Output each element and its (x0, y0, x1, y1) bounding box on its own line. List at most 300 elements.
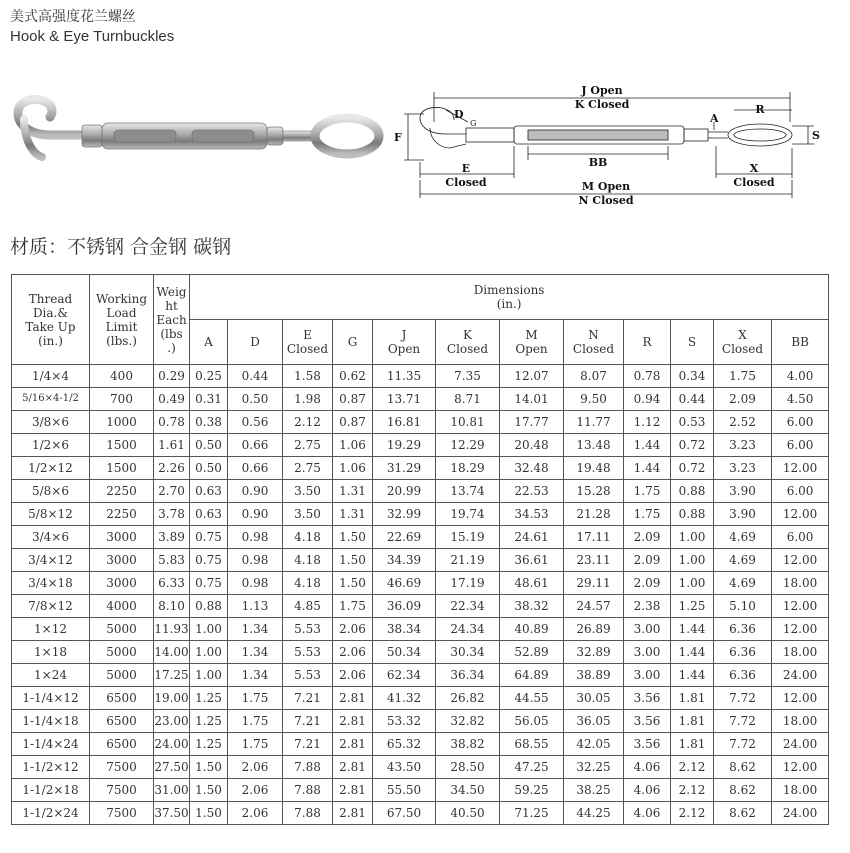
table-cell: 2.06 (333, 618, 373, 641)
table-cell: 1.50 (333, 549, 373, 572)
table-row (12, 756, 829, 779)
table-cell: 2.06 (228, 756, 283, 779)
table-row (12, 365, 829, 388)
table-cell: 44.55 (500, 687, 564, 710)
table-cell: 3.56 (624, 733, 671, 756)
table-cell: 32.82 (436, 710, 500, 733)
table-cell: 6.00 (772, 411, 829, 434)
table-row (12, 411, 829, 434)
table-cell: 68.55 (500, 733, 564, 756)
table-cell: 3.23 (714, 434, 772, 457)
table-cell: 6.36 (714, 618, 772, 641)
table-cell: 1/2×6 (12, 434, 90, 457)
table-cell: 0.50 (190, 457, 228, 480)
table-cell: 38.32 (500, 595, 564, 618)
table-row (12, 710, 829, 733)
table-cell: 1.00 (671, 549, 714, 572)
table-cell: 6.00 (772, 526, 829, 549)
header-col-a: A (190, 320, 228, 365)
table-cell: 2.81 (333, 687, 373, 710)
table-row (12, 664, 829, 687)
table-cell: 7500 (90, 779, 154, 802)
table-cell: 21.28 (564, 503, 624, 526)
table-cell: 1.34 (228, 664, 283, 687)
header-col-r: R (624, 320, 671, 365)
label-e-closed: Closed (445, 176, 487, 189)
table-cell: 1-1/2×12 (12, 756, 90, 779)
table-cell: 7.21 (283, 733, 333, 756)
table-row (12, 457, 829, 480)
table-cell: 14.00 (154, 641, 190, 664)
table-cell: 1.61 (154, 434, 190, 457)
table-cell: 1.25 (190, 687, 228, 710)
table-cell: 2.06 (333, 641, 373, 664)
table-row (12, 480, 829, 503)
table-cell: 50.34 (373, 641, 436, 664)
table-cell: 0.98 (228, 572, 283, 595)
table-cell: 4.18 (283, 549, 333, 572)
table-cell: 700 (90, 388, 154, 411)
table-cell: 71.25 (500, 802, 564, 825)
table-cell: 7.72 (714, 733, 772, 756)
table-cell: 18.00 (772, 572, 829, 595)
table-cell: 3.00 (624, 664, 671, 687)
table-cell: 42.05 (564, 733, 624, 756)
table-cell: 4000 (90, 595, 154, 618)
header-thread: Thread Dia.& Take Up (in.) (12, 275, 90, 365)
table-cell: 2.06 (333, 664, 373, 687)
table-cell: 2.12 (671, 756, 714, 779)
table-row (12, 434, 829, 457)
table-cell: 1.50 (190, 802, 228, 825)
table-cell: 5/16×4-1/2 (12, 388, 90, 411)
dimension-diagram (388, 82, 838, 212)
table-cell: 0.78 (154, 411, 190, 434)
table-cell: 22.53 (500, 480, 564, 503)
label-f: F (394, 131, 402, 144)
table-cell: 53.32 (373, 710, 436, 733)
table-cell: 12.29 (436, 434, 500, 457)
table-cell: 0.63 (190, 503, 228, 526)
table-cell: 0.50 (190, 434, 228, 457)
table-cell: 0.66 (228, 434, 283, 457)
table-cell: 40.89 (500, 618, 564, 641)
table-cell: 1.31 (333, 480, 373, 503)
table-cell: 36.09 (373, 595, 436, 618)
table-cell: 2.12 (283, 411, 333, 434)
table-cell: 44.25 (564, 802, 624, 825)
table-cell: 7500 (90, 802, 154, 825)
table-cell: 1/4×4 (12, 365, 90, 388)
table-cell: 20.99 (373, 480, 436, 503)
table-cell: 1.34 (228, 618, 283, 641)
table-cell: 18.29 (436, 457, 500, 480)
table-cell: 7/8×12 (12, 595, 90, 618)
table-cell: 7.88 (283, 756, 333, 779)
table-cell: 27.50 (154, 756, 190, 779)
table-cell: 4.50 (772, 388, 829, 411)
table-cell: 2.81 (333, 756, 373, 779)
table-row (12, 687, 829, 710)
table-cell: 2.81 (333, 779, 373, 802)
table-cell: 1.50 (190, 756, 228, 779)
table-cell: 6500 (90, 710, 154, 733)
table-cell: 17.11 (564, 526, 624, 549)
table-cell: 5.83 (154, 549, 190, 572)
table-cell: 18.00 (772, 779, 829, 802)
table-cell: 7500 (90, 756, 154, 779)
table-cell: 2.09 (624, 549, 671, 572)
table-cell: 38.82 (436, 733, 500, 756)
table-cell: 7.72 (714, 710, 772, 733)
table-cell: 0.34 (671, 365, 714, 388)
table-cell: 1.75 (714, 365, 772, 388)
header-col-s: S (671, 320, 714, 365)
table-cell: 8.62 (714, 756, 772, 779)
table-cell: 12.00 (772, 595, 829, 618)
header-wll: Working Load Limit (lbs.) (90, 275, 154, 365)
table-cell: 0.62 (333, 365, 373, 388)
table-cell: 2.75 (283, 457, 333, 480)
table-cell: 6.36 (714, 664, 772, 687)
table-cell: 36.05 (564, 710, 624, 733)
table-cell: 0.25 (190, 365, 228, 388)
table-cell: 0.50 (228, 388, 283, 411)
table-cell: 3/4×6 (12, 526, 90, 549)
table-row (12, 641, 829, 664)
table-cell: 13.71 (373, 388, 436, 411)
table-cell: 34.53 (500, 503, 564, 526)
header-col-j: J Open (373, 320, 436, 365)
table-cell: 43.50 (373, 756, 436, 779)
table-cell: 1.25 (190, 733, 228, 756)
table-cell: 6.36 (714, 641, 772, 664)
table-cell: 6.00 (772, 434, 829, 457)
table-cell: 2.12 (671, 802, 714, 825)
table-cell: 12.00 (772, 549, 829, 572)
table-cell: 1×18 (12, 641, 90, 664)
table-cell: 17.19 (436, 572, 500, 595)
turnbuckle-photo (10, 95, 390, 175)
table-cell: 1.75 (624, 503, 671, 526)
table-cell: 21.19 (436, 549, 500, 572)
table-cell: 9.50 (564, 388, 624, 411)
table-cell: 24.00 (154, 733, 190, 756)
table-cell: 1.75 (333, 595, 373, 618)
table-cell: 1.44 (671, 664, 714, 687)
table-cell: 5.53 (283, 664, 333, 687)
table-cell: 1.50 (333, 572, 373, 595)
table-cell: 29.11 (564, 572, 624, 595)
table-row (12, 388, 829, 411)
table-cell: 55.50 (373, 779, 436, 802)
table-cell: 7.21 (283, 710, 333, 733)
table-row (12, 595, 829, 618)
table-cell: 30.34 (436, 641, 500, 664)
table-cell: 16.81 (373, 411, 436, 434)
header-col-k: K Closed (436, 320, 500, 365)
table-cell: 1.50 (333, 526, 373, 549)
table-cell: 23.00 (154, 710, 190, 733)
table-cell: 11.77 (564, 411, 624, 434)
header-col-d: D (228, 320, 283, 365)
table-cell: 36.61 (500, 549, 564, 572)
table-cell: 0.72 (671, 434, 714, 457)
table-cell: 0.88 (671, 480, 714, 503)
table-cell: 7.21 (283, 687, 333, 710)
table-cell: 1.58 (283, 365, 333, 388)
table-cell: 5/8×6 (12, 480, 90, 503)
table-cell: 3.00 (624, 618, 671, 641)
label-a: A (710, 112, 719, 125)
table-cell: 1.44 (671, 618, 714, 641)
header-dimensions: Dimensions (in.) (190, 275, 829, 320)
label-x-closed: Closed (733, 176, 775, 189)
label-g: G (470, 119, 477, 128)
table-cell: 4.69 (714, 549, 772, 572)
table-cell: 1-1/4×18 (12, 710, 90, 733)
table-cell: 3.56 (624, 687, 671, 710)
table-cell: 0.88 (671, 503, 714, 526)
table-cell: 400 (90, 365, 154, 388)
table-cell: 12.00 (772, 756, 829, 779)
header-col-g: G (333, 320, 373, 365)
table-cell: 1×12 (12, 618, 90, 641)
table-cell: 10.81 (436, 411, 500, 434)
table-cell: 7.88 (283, 779, 333, 802)
table-cell: 1.00 (190, 641, 228, 664)
table-cell: 26.82 (436, 687, 500, 710)
table-cell: 4.06 (624, 756, 671, 779)
table-cell: 0.75 (190, 526, 228, 549)
header-col-x: X Closed (714, 320, 772, 365)
table-cell: 2.70 (154, 480, 190, 503)
table-cell: 2.12 (671, 779, 714, 802)
table-cell: 31.29 (373, 457, 436, 480)
table-cell: 1.00 (190, 618, 228, 641)
table-cell: 32.89 (564, 641, 624, 664)
table-cell: 5.53 (283, 641, 333, 664)
table-cell: 3/4×12 (12, 549, 90, 572)
table-cell: 32.25 (564, 756, 624, 779)
table-cell: 24.00 (772, 664, 829, 687)
table-cell: 0.72 (671, 457, 714, 480)
table-cell: 1/2×12 (12, 457, 90, 480)
table-cell: 1.81 (671, 687, 714, 710)
table-cell: 24.34 (436, 618, 500, 641)
table-cell: 40.50 (436, 802, 500, 825)
table-cell: 0.90 (228, 503, 283, 526)
table-cell: 3.89 (154, 526, 190, 549)
table-cell: 4.06 (624, 779, 671, 802)
table-cell: 3.50 (283, 480, 333, 503)
table-cell: 4.18 (283, 572, 333, 595)
label-k-closed: K Closed (574, 98, 630, 111)
table-cell: 0.56 (228, 411, 283, 434)
table-cell: 46.69 (373, 572, 436, 595)
table-cell: 32.99 (373, 503, 436, 526)
table-cell: 23.11 (564, 549, 624, 572)
table-cell: 3000 (90, 526, 154, 549)
table-cell: 12.00 (772, 687, 829, 710)
table-cell: 1.00 (190, 664, 228, 687)
table-cell: 26.89 (564, 618, 624, 641)
table-cell: 5000 (90, 664, 154, 687)
table-row (12, 549, 829, 572)
table-cell: 59.25 (500, 779, 564, 802)
title-english: Hook & Eye Turnbuckles (10, 28, 175, 45)
label-j-open: J Open (581, 84, 623, 97)
table-cell: 0.44 (671, 388, 714, 411)
table-cell: 8.62 (714, 802, 772, 825)
table-cell: 22.34 (436, 595, 500, 618)
table-cell: 12.00 (772, 503, 829, 526)
table-cell: 3.78 (154, 503, 190, 526)
table-cell: 1.12 (624, 411, 671, 434)
table-cell: 36.34 (436, 664, 500, 687)
label-r: R (755, 103, 765, 116)
table-cell: 1.44 (624, 457, 671, 480)
table-cell: 13.74 (436, 480, 500, 503)
table-cell: 65.32 (373, 733, 436, 756)
table-cell: 4.69 (714, 526, 772, 549)
table-cell: 5000 (90, 618, 154, 641)
table-cell: 3.90 (714, 480, 772, 503)
table-cell: 15.28 (564, 480, 624, 503)
table-cell: 5.10 (714, 595, 772, 618)
table-cell: 0.75 (190, 549, 228, 572)
table-cell: 1.75 (624, 480, 671, 503)
table-cell: 6.00 (772, 480, 829, 503)
table-row (12, 802, 829, 825)
table-cell: 2.09 (714, 388, 772, 411)
table-cell: 2.38 (624, 595, 671, 618)
table-cell: 3.50 (283, 503, 333, 526)
table-cell: 30.05 (564, 687, 624, 710)
table-cell: 1.00 (671, 526, 714, 549)
table-cell: 1000 (90, 411, 154, 434)
table-cell: 0.87 (333, 411, 373, 434)
table-cell: 6.33 (154, 572, 190, 595)
table-cell: 20.48 (500, 434, 564, 457)
table-cell: 3000 (90, 572, 154, 595)
table-cell: 1.75 (228, 687, 283, 710)
table-cell: 1.75 (228, 710, 283, 733)
header-col-e: E Closed (283, 320, 333, 365)
table-cell: 24.00 (772, 802, 829, 825)
table-cell: 1.50 (190, 779, 228, 802)
table-cell: 4.85 (283, 595, 333, 618)
table-cell: 1500 (90, 457, 154, 480)
table-cell: 4.18 (283, 526, 333, 549)
table-cell: 4.69 (714, 572, 772, 595)
table-cell: 8.62 (714, 779, 772, 802)
table-cell: 0.66 (228, 457, 283, 480)
table-cell: 1.34 (228, 641, 283, 664)
table-cell: 34.50 (436, 779, 500, 802)
table-cell: 0.53 (671, 411, 714, 434)
table-cell: 1.00 (671, 572, 714, 595)
table-cell: 38.89 (564, 664, 624, 687)
table-cell: 38.34 (373, 618, 436, 641)
table-cell: 0.31 (190, 388, 228, 411)
table-cell: 1.31 (333, 503, 373, 526)
table-cell: 64.89 (500, 664, 564, 687)
table-cell: 8.71 (436, 388, 500, 411)
table-row (12, 779, 829, 802)
table-cell: 7.72 (714, 687, 772, 710)
table-cell: 6500 (90, 733, 154, 756)
table-cell: 1-1/2×24 (12, 802, 90, 825)
header-col-m: M Open (500, 320, 564, 365)
table-cell: 2.75 (283, 434, 333, 457)
table-cell: 12.00 (772, 618, 829, 641)
table-cell: 2250 (90, 480, 154, 503)
table-row (12, 526, 829, 549)
table-cell: 32.48 (500, 457, 564, 480)
table-cell: 2.52 (714, 411, 772, 434)
table-cell: 22.69 (373, 526, 436, 549)
table-cell: 0.63 (190, 480, 228, 503)
table-cell: 2.06 (228, 779, 283, 802)
table-cell: 12.07 (500, 365, 564, 388)
table-cell: 47.25 (500, 756, 564, 779)
header-col-bb: BB (772, 320, 829, 365)
table-cell: 67.50 (373, 802, 436, 825)
table-cell: 1-1/4×24 (12, 733, 90, 756)
table-cell: 15.19 (436, 526, 500, 549)
table-cell: 2.26 (154, 457, 190, 480)
table-cell: 0.90 (228, 480, 283, 503)
table-cell: 2.09 (624, 572, 671, 595)
table-cell: 3/4×18 (12, 572, 90, 595)
table-cell: 18.00 (772, 710, 829, 733)
table-cell: 0.88 (190, 595, 228, 618)
table-cell: 2.81 (333, 802, 373, 825)
table-cell: 1500 (90, 434, 154, 457)
label-bb: BB (588, 156, 608, 169)
table-cell: 3/8×6 (12, 411, 90, 434)
table-cell: 1.06 (333, 457, 373, 480)
table-cell: 41.32 (373, 687, 436, 710)
table-cell: 4.00 (772, 365, 829, 388)
label-x: X (749, 162, 759, 175)
table-cell: 8.10 (154, 595, 190, 618)
table-row (12, 572, 829, 595)
label-e: E (461, 162, 471, 175)
table-cell: 38.25 (564, 779, 624, 802)
header-col-n: N Closed (564, 320, 624, 365)
table-cell: 5/8×12 (12, 503, 90, 526)
table-cell: 3.90 (714, 503, 772, 526)
table-cell: 1-1/2×18 (12, 779, 90, 802)
table-cell: 2.09 (624, 526, 671, 549)
table-cell: 2.81 (333, 710, 373, 733)
table-cell: 24.57 (564, 595, 624, 618)
table-cell: 7.88 (283, 802, 333, 825)
table-cell: 1.25 (190, 710, 228, 733)
table-cell: 17.77 (500, 411, 564, 434)
table-cell: 19.74 (436, 503, 500, 526)
label-s: S (812, 129, 820, 142)
table-cell: 37.50 (154, 802, 190, 825)
table-cell: 0.49 (154, 388, 190, 411)
table-cell: 13.48 (564, 434, 624, 457)
spec-table (11, 274, 829, 825)
table-cell: 14.01 (500, 388, 564, 411)
table-cell: 2.06 (228, 802, 283, 825)
table-cell: 31.00 (154, 779, 190, 802)
